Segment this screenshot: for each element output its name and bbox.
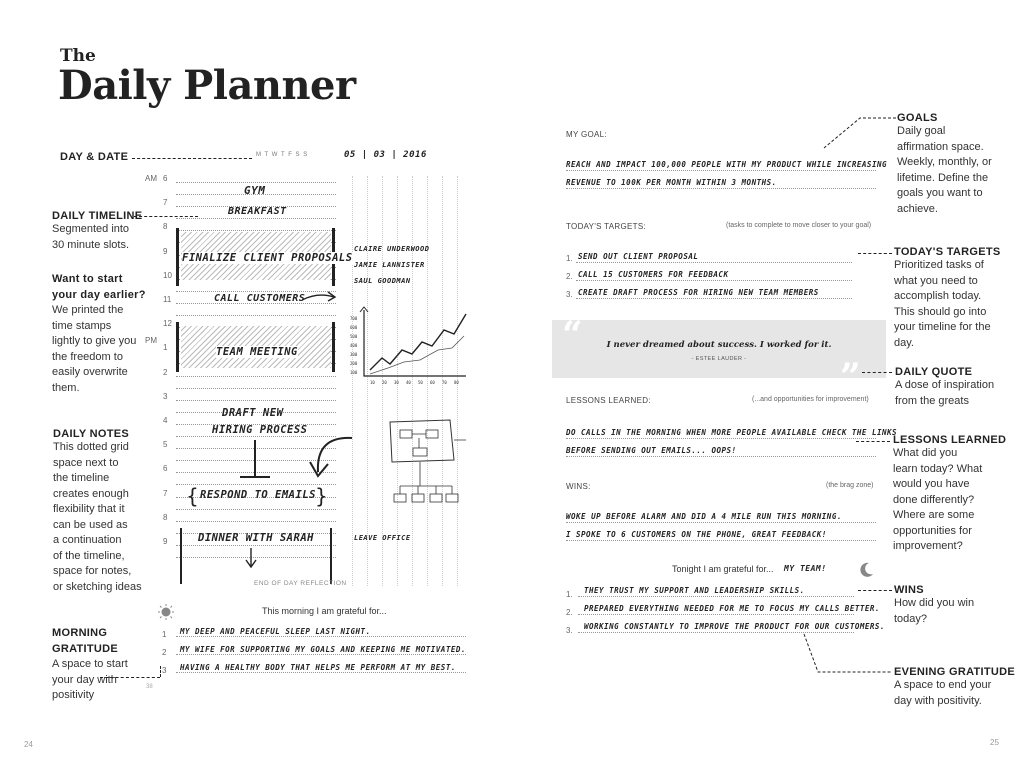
annotation-text: or sketching ideas	[53, 580, 142, 593]
sun-icon	[158, 604, 174, 620]
target-num: 1.	[566, 254, 573, 263]
annotation-text: Where are some	[893, 509, 975, 521]
targets-hint: (tasks to complete to move closer to your goal)	[726, 222, 872, 229]
annotation-text: of the timeline,	[53, 549, 125, 562]
goal-label: MY GOAL:	[566, 130, 607, 139]
goal-line: REVENUE TO 100K PER MONTH WITHIN 3 MONTHS.	[566, 178, 777, 187]
timeline-slot-line	[176, 376, 336, 377]
chart-x-tick: 20	[382, 380, 387, 385]
timeline-slot-line	[176, 400, 336, 401]
line	[576, 280, 852, 281]
curved-arrow-icon	[306, 432, 358, 482]
brace-open: {	[186, 484, 199, 508]
hour-label: 1	[163, 343, 168, 353]
entry-hiring: HIRING PROCESS	[212, 424, 308, 436]
target-item: CREATE DRAFT PROCESS FOR HIRING NEW TEAM MEMBERS	[578, 288, 819, 297]
leader-line	[160, 666, 161, 677]
annotation-daily-notes	[53, 428, 153, 595]
hour-label: 3	[163, 391, 168, 401]
entry-breakfast: BREAKFAST	[228, 206, 287, 217]
line	[566, 188, 876, 189]
annotation-evening	[894, 666, 1020, 709]
entry-gym: GYM	[244, 184, 266, 197]
wins-line: I SPOKE TO 6 CUSTOMERS ON THE PHONE, GREAT FEEDBACK!	[566, 530, 827, 539]
quote-mark-close: ”	[840, 356, 861, 398]
annotation-text: what you need to	[894, 274, 978, 287]
quote-author: - ESTEE LAUDER -	[691, 356, 747, 362]
item-num: 3.	[566, 626, 573, 635]
line	[576, 298, 852, 299]
tonight-answer: MY TEAM!	[784, 564, 827, 573]
annotation-text: This should go into	[894, 305, 987, 318]
annotation-text: Daily goal	[897, 125, 946, 137]
lessons-line: DO CALLS IN THE MORNING WHEN MORE PEOPLE AVAILABLE CHECK THE LINKS	[566, 428, 898, 437]
item-num: 2.	[566, 608, 573, 617]
annotation-text: improvement?	[893, 540, 963, 552]
line	[566, 540, 876, 541]
hour-label: 8	[163, 222, 168, 232]
annotation-text: opportunities for	[893, 524, 972, 537]
timeline-slot-line	[176, 315, 336, 316]
annotation-heading: DAILY QUOTE	[895, 366, 973, 378]
page-number-right: 25	[990, 738, 999, 747]
line	[176, 672, 466, 673]
side-name: SAUL GOODMAN	[354, 277, 411, 285]
moon-icon	[858, 562, 874, 578]
annotation-text: easily overwrite	[52, 366, 128, 378]
chart-x-tick: 30	[394, 380, 399, 385]
annotation-heading: DAY & DATE	[60, 151, 129, 163]
line	[576, 262, 852, 263]
line	[176, 654, 466, 655]
annotation-text: the timeline	[53, 472, 110, 484]
annotation-heading: LESSONS LEARNED	[893, 434, 1007, 446]
annotation-text: positivity	[52, 689, 95, 701]
lessons-line: BEFORE SENDING OUT EMAILS... OOPS!	[566, 446, 737, 455]
quote-text: I never dreamed about success. I worked for it.	[606, 340, 832, 350]
hour-label: 11	[163, 295, 172, 304]
annotation-text: your day with	[52, 673, 117, 686]
annotation-text: Prioritized tasks of	[894, 259, 984, 271]
leader-line	[862, 372, 892, 373]
target-num: 3.	[566, 290, 573, 299]
line	[578, 596, 854, 597]
annotation-text: We printed the	[52, 304, 124, 316]
hour-label: 7	[163, 198, 168, 208]
line	[176, 636, 466, 637]
annotation-heading: your day earlier?	[52, 288, 146, 301]
lessons-hint: (...and opportunities for improvement)	[752, 396, 869, 403]
chart-series-line	[370, 336, 464, 374]
timeline-slot-line	[176, 509, 336, 510]
targets-label: TODAY'S TARGETS:	[566, 222, 646, 231]
hour-label: 2	[163, 367, 168, 377]
annotation-wins	[894, 584, 1020, 627]
sketch-diagram	[380, 414, 470, 510]
annotation-text: today?	[894, 612, 928, 625]
chart-series-line	[370, 314, 466, 370]
chart-y-tick: 400	[350, 343, 358, 348]
annotation-text: Weekly, monthly, or	[897, 156, 992, 168]
bracket-line	[330, 528, 332, 584]
annotation-heading: MORNING	[52, 627, 108, 639]
hour-label: 10	[163, 270, 172, 280]
annotation-text: can be used as	[53, 518, 128, 531]
annotation-heading: GOALS	[897, 112, 938, 124]
line	[566, 522, 876, 523]
am-label: AM	[145, 174, 157, 183]
annotation-heading: GRATITUDE	[52, 642, 119, 655]
chart-y-tick: 600	[350, 325, 358, 330]
chart-y-tick: 200	[350, 361, 358, 366]
timeline-slot-line	[176, 521, 336, 522]
goal-line: REACH AND IMPACT 100,000 PEOPLE WITH MY PRODUCT WHILE INCREASING	[566, 160, 887, 169]
annotation-text: A space to start	[52, 658, 128, 670]
annotation-text: goals you want to	[897, 187, 983, 199]
morning-item: HAVING A HEALTHY BODY THAT HELPS ME PERFORM AT MY BEST.	[180, 663, 456, 672]
annotation-targets	[894, 246, 1020, 351]
leader-line	[856, 441, 890, 442]
annotation-text: How did you win	[894, 597, 975, 609]
leader-line	[858, 253, 892, 254]
entry-emails: RESPOND TO EMAILS	[200, 489, 316, 501]
side-name: JAMIE LANNISTER	[354, 261, 425, 269]
annotation-text: flexibility that it	[53, 503, 125, 515]
target-item: SEND OUT CLIENT PROPOSAL	[578, 252, 699, 261]
timeline-slot-line	[176, 388, 336, 389]
entry-dinner: DINNER WITH SARAH	[198, 532, 314, 544]
hour-label: 6	[163, 464, 168, 474]
target-num: 2.	[566, 272, 573, 281]
arrow-down-icon	[244, 548, 258, 570]
chart-y-tick: 500	[350, 334, 358, 339]
line	[578, 614, 854, 615]
side-name: CLAIRE UNDERWOOD	[354, 245, 430, 253]
leader-line	[800, 632, 894, 676]
annotation-text: your timeline for the	[894, 321, 991, 333]
timeline-slot-line	[176, 218, 336, 219]
item-num: 2	[162, 648, 167, 657]
annotation-text: creates enough	[53, 487, 129, 500]
annotation-lessons	[893, 434, 1019, 555]
chart-x-tick: 60	[430, 380, 435, 385]
annotation-text: This dotted grid	[53, 441, 129, 453]
bracket-line	[176, 228, 179, 286]
entry-call: CALL CUSTOMERS	[214, 293, 306, 304]
chart-x-tick: 50	[418, 380, 423, 385]
chart-x-tick: 80	[454, 380, 459, 385]
sketch-chart	[348, 306, 470, 388]
leader-line	[820, 112, 900, 152]
annotation-goals	[897, 112, 1017, 217]
arrow-line	[240, 476, 270, 478]
arrow-icon	[300, 288, 340, 306]
bracket-line	[180, 528, 182, 584]
annotation-morning-gratitude	[52, 626, 152, 704]
target-item: CALL 15 CUSTOMERS FOR FEEDBACK	[578, 270, 729, 279]
reflection-label: END OF DAY REFLECTION	[254, 580, 347, 587]
hour-label: 5	[163, 440, 168, 450]
annotation-text: achieve.	[897, 202, 938, 215]
timeline-slot-line	[176, 182, 336, 183]
item-num: 3	[162, 666, 167, 675]
chart-axes	[364, 310, 466, 376]
annotation-heading: DAILY TIMELINE	[52, 210, 143, 222]
weekday-row: M T W T F S S	[256, 152, 309, 158]
hour-label: 4	[163, 416, 168, 425]
leader-line	[132, 158, 252, 159]
annotation-text: day with positivity.	[894, 694, 982, 707]
morning-item: MY DEEP AND PEACEFUL SLEEP LAST NIGHT.	[180, 627, 371, 636]
entry-meeting: TEAM MEETING	[216, 346, 298, 358]
morning-prompt: This morning I am grateful for...	[262, 606, 387, 616]
chart-x-tick: 70	[442, 380, 447, 385]
hour-label: 12	[163, 319, 172, 329]
brace-close: }	[315, 484, 328, 508]
wins-hint: (the brag zone)	[826, 482, 874, 489]
date-value: 05 | 03 | 2016	[344, 150, 427, 160]
annotation-text: What did you	[893, 447, 958, 459]
timeline-slot-line	[176, 484, 336, 485]
annotation-text: from the greats	[895, 394, 969, 407]
pm-label: PM	[145, 336, 157, 345]
annotation-text: day.	[894, 336, 914, 349]
annotation-text: A space to end your	[894, 679, 992, 691]
item-num: 1.	[566, 590, 573, 599]
leader-line	[134, 216, 198, 217]
timeline-slot-line	[176, 545, 336, 546]
bracket-line	[176, 322, 179, 372]
annotation-heading: WINS	[894, 584, 924, 596]
annotation-text: accomplish today.	[894, 290, 982, 302]
line	[566, 456, 876, 457]
bracket-line	[332, 322, 335, 372]
annotation-heading: TODAY'S TARGETS	[894, 246, 1001, 258]
leader-line	[100, 677, 160, 678]
chart-x-tick: 10	[370, 380, 375, 385]
annotation-text: lifetime. Define the	[897, 171, 989, 184]
hour-label: 7	[163, 488, 168, 498]
annotation-text: affirmation space.	[897, 140, 984, 153]
chart-y-tick: 100	[350, 370, 358, 375]
annotation-quote	[895, 366, 1021, 409]
evening-item: THEY TRUST MY SUPPORT AND LEADERSHIP SKILLS.	[584, 586, 805, 595]
tonight-prompt: Tonight I am grateful for...	[672, 564, 774, 574]
annotation-text: Segmented into	[52, 223, 130, 235]
annotation-text: time stamps	[52, 319, 112, 332]
line	[566, 170, 876, 171]
line	[566, 438, 876, 439]
annotation-text: done differently?	[893, 493, 975, 506]
annotation-text: learn today? What	[893, 462, 983, 475]
hour-label: 8	[163, 512, 168, 522]
annotation-text: space next to	[53, 456, 119, 469]
leader-line	[858, 590, 892, 591]
morning-item: MY WIFE FOR SUPPORTING MY GOALS AND KEEPING ME MOTIVATED.	[180, 645, 466, 654]
entry-proposals: FINALIZE CLIENT PROPOSALS	[182, 252, 353, 264]
annotation-heading: EVENING GRATITUDE	[894, 666, 1016, 678]
annotation-text: 30 minute slots.	[52, 238, 130, 251]
annotation-day-date	[60, 151, 128, 163]
annotation-start-early	[52, 272, 152, 396]
lessons-label: LESSONS LEARNED:	[566, 396, 651, 405]
annotation-text: A dose of inspiration	[895, 379, 995, 391]
annotation-text: a continuation	[53, 534, 122, 546]
side-leave: LEAVE OFFICE	[354, 534, 411, 542]
annotation-daily-timeline	[52, 210, 147, 253]
annotation-text: the freedom to	[52, 350, 123, 363]
chart-x-tick: 40	[406, 380, 411, 385]
entry-hiring: DRAFT NEW	[222, 407, 284, 419]
annotation-text: lightly to give you	[52, 335, 137, 347]
small-page-num: 38	[146, 684, 153, 690]
annotation-heading: Want to start	[52, 273, 123, 285]
evening-item: WORKING CONSTANTLY TO IMPROVE THE PRODUCT FOR OUR CUSTOMERS.	[584, 622, 885, 631]
annotation-text: would you have	[893, 478, 970, 490]
evening-item: PREPARED EVERYTHING NEEDED FOR ME TO FOCUS MY CALLS BETTER.	[584, 604, 880, 613]
quote-mark-open: “	[562, 314, 583, 356]
hour-label: 6	[163, 174, 168, 183]
wins-line: WOKE UP BEFORE ALARM AND DID A 4 MILE RUN THIS MORNING.	[566, 512, 842, 521]
item-num: 1	[162, 630, 167, 639]
page-title: Daily Planner	[58, 62, 356, 109]
chart-y-tick: 700	[350, 316, 358, 321]
wins-label: WINS:	[566, 482, 591, 491]
annotation-text: them.	[52, 381, 80, 394]
hour-label: 9	[163, 537, 168, 546]
arrow-line	[254, 440, 256, 476]
chart-y-tick: 300	[350, 352, 358, 357]
annotation-heading: DAILY NOTES	[53, 428, 130, 440]
hour-label: 9	[163, 246, 168, 256]
page-number-left: 24	[24, 740, 33, 749]
title-small: The	[60, 46, 96, 66]
annotation-text: space for notes,	[53, 565, 132, 577]
